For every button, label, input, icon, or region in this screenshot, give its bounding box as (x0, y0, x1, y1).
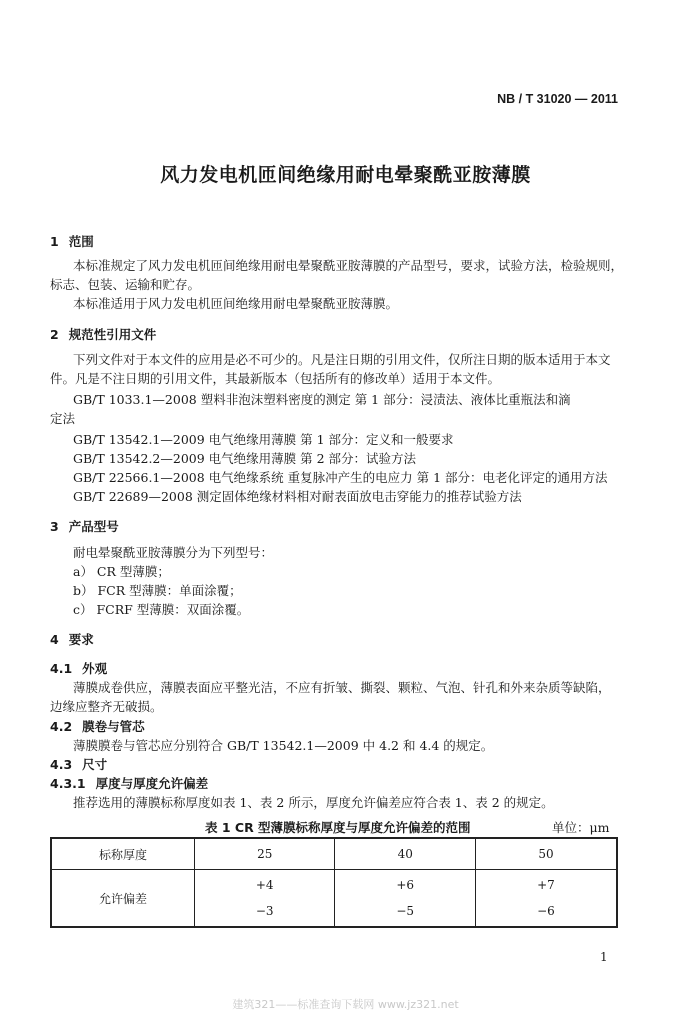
product-type-item: c） FCRF 型薄膜：双面涂覆。 (73, 602, 250, 617)
reference-item: GB/T 22566.1—2008 电气绝缘系统 重复脉冲产生的电应力 第 1 部分：电老化评定的通用方法 (73, 470, 608, 485)
section-number: 2 (50, 327, 59, 342)
section-4-3-1-heading (50, 774, 208, 792)
appearance-paragraph-line-1: 薄膜成卷供应，薄膜表面应平整光洁，不应有折皱、撕裂、颗粒、气泡、针孔和外来杂质等缺陷， (73, 680, 611, 695)
section-1-heading (50, 232, 94, 250)
section-number: 4.2 (50, 719, 73, 734)
table-1-caption: 表 1 CR 型薄膜标称厚度与厚度允许偏差的范围 (205, 820, 471, 835)
section-4-2-heading (50, 717, 145, 735)
reference-item: GB/T 13542.1—2009 电气绝缘用薄膜 第 1 部分：定义和一般要求 (73, 432, 454, 447)
roll-core-paragraph: 薄膜膜卷与管芯应分别符合 GB/T 13542.1—2009 中 4.2 和 4.4 的规定。 (73, 738, 494, 753)
product-type-item: b） FCR 型薄膜：单面涂覆； (73, 583, 242, 598)
section-4-3-heading (50, 755, 107, 773)
section-number: 4.3.1 (50, 776, 86, 791)
appearance-paragraph-line-2: 边缘应整齐无破损。 (50, 699, 163, 714)
section-title: 范围 (68, 234, 94, 249)
section-4-heading (50, 630, 94, 648)
row-label-nominal-thickness: 标称厚度 (51, 838, 194, 870)
watermark: 建筑321——标准查询下载网 www.jz321.net (232, 998, 459, 1011)
page-number: 1 (600, 950, 608, 964)
table-cell-nominal: 25 (194, 838, 335, 870)
section-title: 尺寸 (82, 757, 108, 772)
reference-item: GB/T 13542.2—2009 电气绝缘用薄膜 第 2 部分：试验方法 (73, 451, 417, 466)
standard-code: NB / T 31020 — 2011 (497, 92, 618, 106)
product-type-item: a） CR 型薄膜； (73, 564, 170, 579)
section-title: 外观 (82, 661, 108, 676)
section-number: 3 (50, 519, 59, 534)
scope-paragraph-1-line-2: 标志、包装、运输和贮存。 (50, 277, 201, 292)
section-title: 产品型号 (68, 519, 119, 534)
deviation-minus: −6 (537, 904, 555, 918)
table-1-unit: 单位：μm (552, 820, 610, 835)
product-types-intro: 耐电晕聚酰亚胺薄膜分为下列型号： (73, 545, 274, 560)
deviation-plus: +4 (255, 878, 274, 892)
reference-item-continuation: 定法 (50, 411, 76, 426)
section-2-heading (50, 325, 156, 343)
deviation-minus: −5 (396, 904, 415, 918)
section-number: 4.1 (50, 661, 73, 676)
document-title: 风力发电机匝间绝缘用耐电晕聚酰亚胺薄膜 (160, 164, 531, 186)
section-number: 1 (50, 234, 59, 249)
table-cell-nominal: 50 (475, 838, 617, 870)
section-number: 4 (50, 632, 59, 647)
table-cell-deviation (335, 870, 476, 928)
deviation-plus: +7 (537, 878, 555, 892)
section-title: 膜卷与管芯 (82, 719, 145, 734)
section-title: 厚度与厚度允许偏差 (95, 776, 209, 791)
table-cell-deviation (194, 870, 335, 928)
thickness-paragraph: 推荐选用的薄膜标称厚度如表 1、表 2 所示，厚度允许偏差应符合表 1、表 2 的规定。 (73, 795, 554, 810)
row-label-allowable-deviation: 允许偏差 (51, 870, 194, 928)
section-number: 4.3 (50, 757, 73, 772)
section-3-heading (50, 517, 119, 535)
table-row (51, 838, 617, 870)
deviation-plus: +6 (396, 878, 415, 892)
scope-paragraph-2: 本标准适用于风力发电机匝间绝缘用耐电晕聚酰亚胺薄膜。 (73, 296, 399, 311)
table-row (51, 870, 617, 928)
references-intro-line-2: 件。凡是不注日期的引用文件，其最新版本（包括所有的修改单）适用于本文件。 (50, 371, 501, 386)
section-4-1-heading (50, 659, 107, 677)
reference-item: GB/T 22689—2008 测定固体绝缘材料相对耐表面放电击穿能力的推荐试验方法 (73, 489, 522, 504)
table-cell-nominal: 40 (335, 838, 476, 870)
references-intro-line-1: 下列文件对于本文件的应用是必不可少的。凡是注日期的引用文件，仅所注日期的版本适用于本文 (73, 352, 611, 367)
deviation-minus: −3 (255, 904, 274, 918)
table-1 (50, 837, 618, 928)
table-cell-deviation (475, 870, 617, 928)
scope-paragraph-1-line-1: 本标准规定了风力发电机匝间绝缘用耐电晕聚酰亚胺薄膜的产品型号，要求，试验方法，检验规则， (73, 258, 624, 273)
reference-item: GB/T 1033.1—2008 塑料非泡沫塑料密度的测定 第 1 部分：浸渍法、液体比重瓶法和滴 (73, 392, 571, 407)
section-title: 要求 (68, 632, 94, 647)
section-title: 规范性引用文件 (68, 327, 157, 342)
